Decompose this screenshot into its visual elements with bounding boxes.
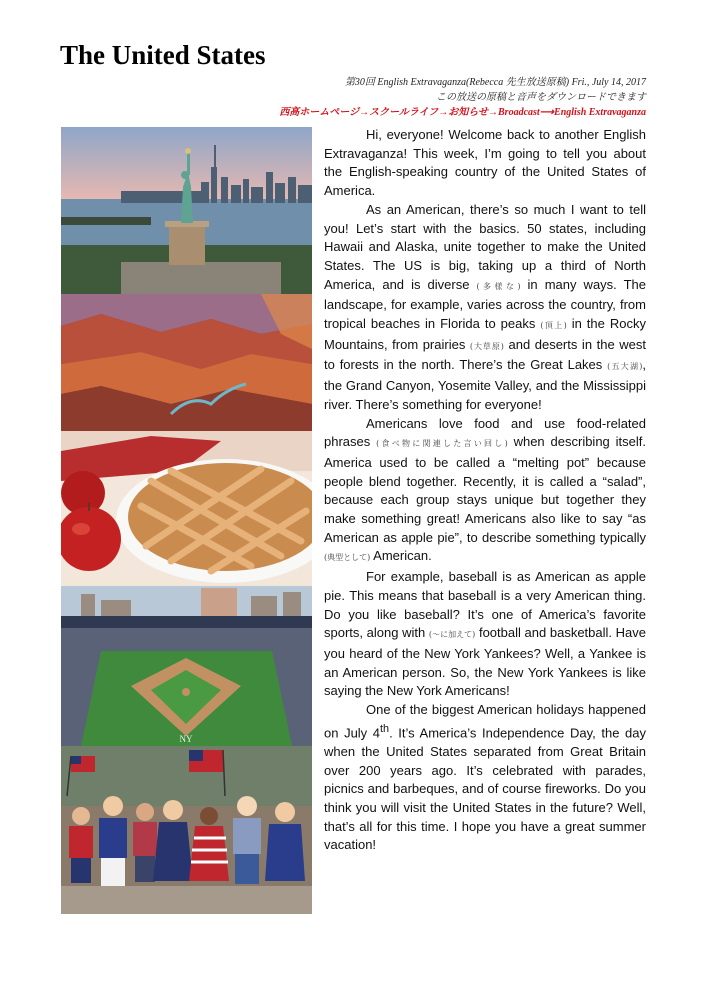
- paragraph-holidays: [324, 701, 646, 855]
- gloss-along-with: (〜に加えて): [428, 630, 476, 640]
- geography-text-4: and deserts in the west to forests in the north. There’s the Great Lakes: [324, 336, 646, 373]
- photo-yankee-stadium: [61, 586, 312, 746]
- paragraph-baseball: [324, 568, 646, 701]
- photo-statue-of-liberty: [61, 127, 312, 294]
- gloss-diverse: (多様な): [476, 281, 521, 291]
- paragraph-geography: [324, 201, 646, 415]
- baseball-text-2: football and basketball. Have you heard of the New York Yankees? Well, a Yankee is an American person. So, the New York Yankees is like saying the New York Americans!: [324, 625, 646, 699]
- paragraph-intro: [324, 126, 646, 201]
- website-path-link[interactable]: 西高ホームページ→スクールライフ→お知らせ→Broadcast⟶English Extravaganza: [279, 107, 646, 118]
- photo-july-fourth-parade: [61, 746, 312, 914]
- geography-text-5: , the Grand Canyon, Yosemite Valley, and the Mississippi river. There’s something for everyone!: [324, 357, 646, 412]
- food-text-3: American.: [373, 548, 432, 564]
- photo-apple-pie: [61, 431, 312, 586]
- ordinal-suffix: th: [380, 722, 390, 735]
- svg-text:NY: NY: [179, 734, 193, 744]
- broadcast-info: 第30回 English Extravaganza(Rebecca 先生放送原稿) Fri., July 14, 2017: [344, 77, 646, 88]
- geography-text-1: As an American, there’s so much I want to tell you! Let’s start with the basics. 50 states, including Hawaii and Alaska, unite together to make the United States. The US is big, taking up a third of North America, and is diverse: [324, 201, 646, 292]
- paragraph-food: [324, 415, 646, 569]
- download-note: この放送の原稿と音声をダウンロードできます: [436, 92, 646, 103]
- header-meta: [166, 75, 646, 120]
- holidays-text-2: . It’s America’s Independence Day, the day when the United States separated from Great Britain over 200 years ago. It’s celebrated with parades, picnics and barbeques, and of course fireworks. Do you think you will visit the United States in the future? Well, that’s all for this time. I hope you have a great summer vacation!: [324, 725, 646, 853]
- page-title: The United States: [60, 40, 266, 70]
- gloss-prairies: (大草原): [469, 341, 504, 351]
- photo-grand-canyon: [61, 294, 312, 431]
- gloss-typically: (典型として): [324, 553, 371, 563]
- gloss-phrases: (食べ物に関連した言い回し): [376, 439, 508, 449]
- food-text-2: when describing itself. America used to be called a “melting pot” because people blend together. Recently, it is called a “salad”, because each group stays unique but together they make something great! Americans also like to say “as American as apple pie”, to describe something typically: [324, 434, 646, 545]
- baseball-text-1: For example, baseball is as American as apple pie. This means that baseball is a very American thing. Do you like baseball? It’s one of America’s favorite sports, along with: [324, 569, 646, 641]
- food-text-1: Americans love food and use food-related phrases: [324, 415, 646, 450]
- gloss-peaks: (頂上): [540, 321, 567, 331]
- holidays-text-1: One of the biggest American holidays happened on July 4: [324, 702, 646, 741]
- photo-column: [61, 127, 312, 914]
- article-body: [324, 126, 646, 855]
- geography-text-2: in many ways. The landscape, for example, varies across the country, from tropical beaches in Florida to peaks: [324, 276, 646, 332]
- geography-text-3: in the Rocky Mountains, from prairies: [324, 316, 646, 352]
- gloss-great-lakes: (五大湖): [607, 362, 643, 372]
- intro-text: Hi, everyone! Welcome back to another English Extravaganza! This week, I’m going to tell you about the English-speaking country of the United States of America.: [324, 127, 646, 199]
